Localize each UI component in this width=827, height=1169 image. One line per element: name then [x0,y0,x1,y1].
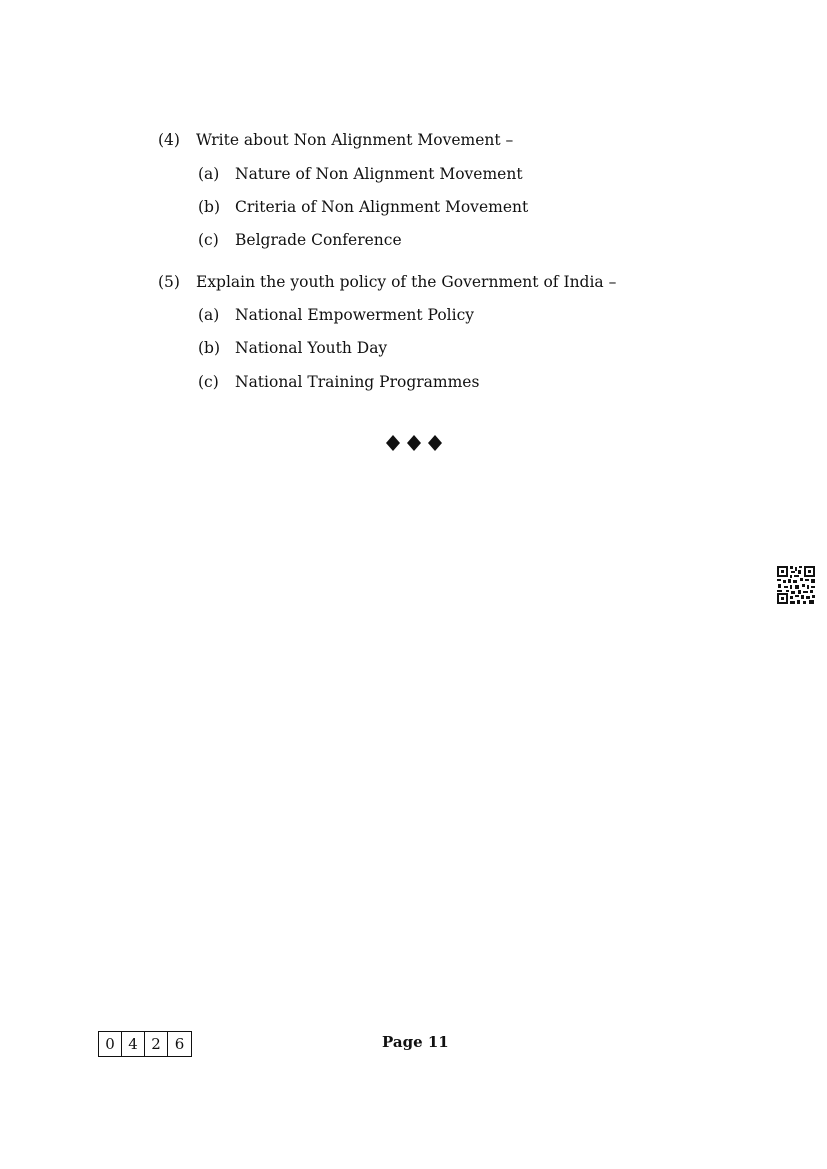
sub-question [198,230,698,250]
sub-question-text: Criteria of Non Alignment Movement [235,198,529,216]
sub-question [198,338,698,358]
sub-question-label: (a) [198,306,220,324]
page-number: Page 11 [382,1033,449,1051]
sub-question [198,164,698,184]
sub-question-label: (a) [198,165,220,183]
qr-code-icon [776,565,816,605]
sub-question [198,372,698,392]
question-number: (5) [158,273,180,291]
diamonds-icon [385,434,445,452]
code-digit: 6 [174,1035,185,1053]
question-number: (4) [158,131,180,149]
sub-question-text: National Empowerment Policy [235,306,475,324]
sub-question-label: (c) [198,373,219,391]
sub-question-text: Belgrade Conference [235,231,402,249]
sub-question-label: (b) [198,339,221,357]
code-digit: 2 [145,1032,168,1056]
sub-question-text: National Training Programmes [235,373,480,391]
question-text: Write about Non Alignment Movement – [196,131,514,149]
sub-question-label: (c) [198,231,219,249]
paper-code-boxes [98,1031,192,1057]
code-digit: 0 [99,1032,122,1056]
question-text: Explain the youth policy of the Government of India – [196,273,617,291]
sub-question [198,197,698,217]
sub-question-label: (b) [198,198,221,216]
sub-question [198,305,698,325]
sub-question-text: National Youth Day [235,339,388,357]
sub-question-text: Nature of Non Alignment Movement [235,165,523,183]
code-digit: 4 [122,1032,145,1056]
